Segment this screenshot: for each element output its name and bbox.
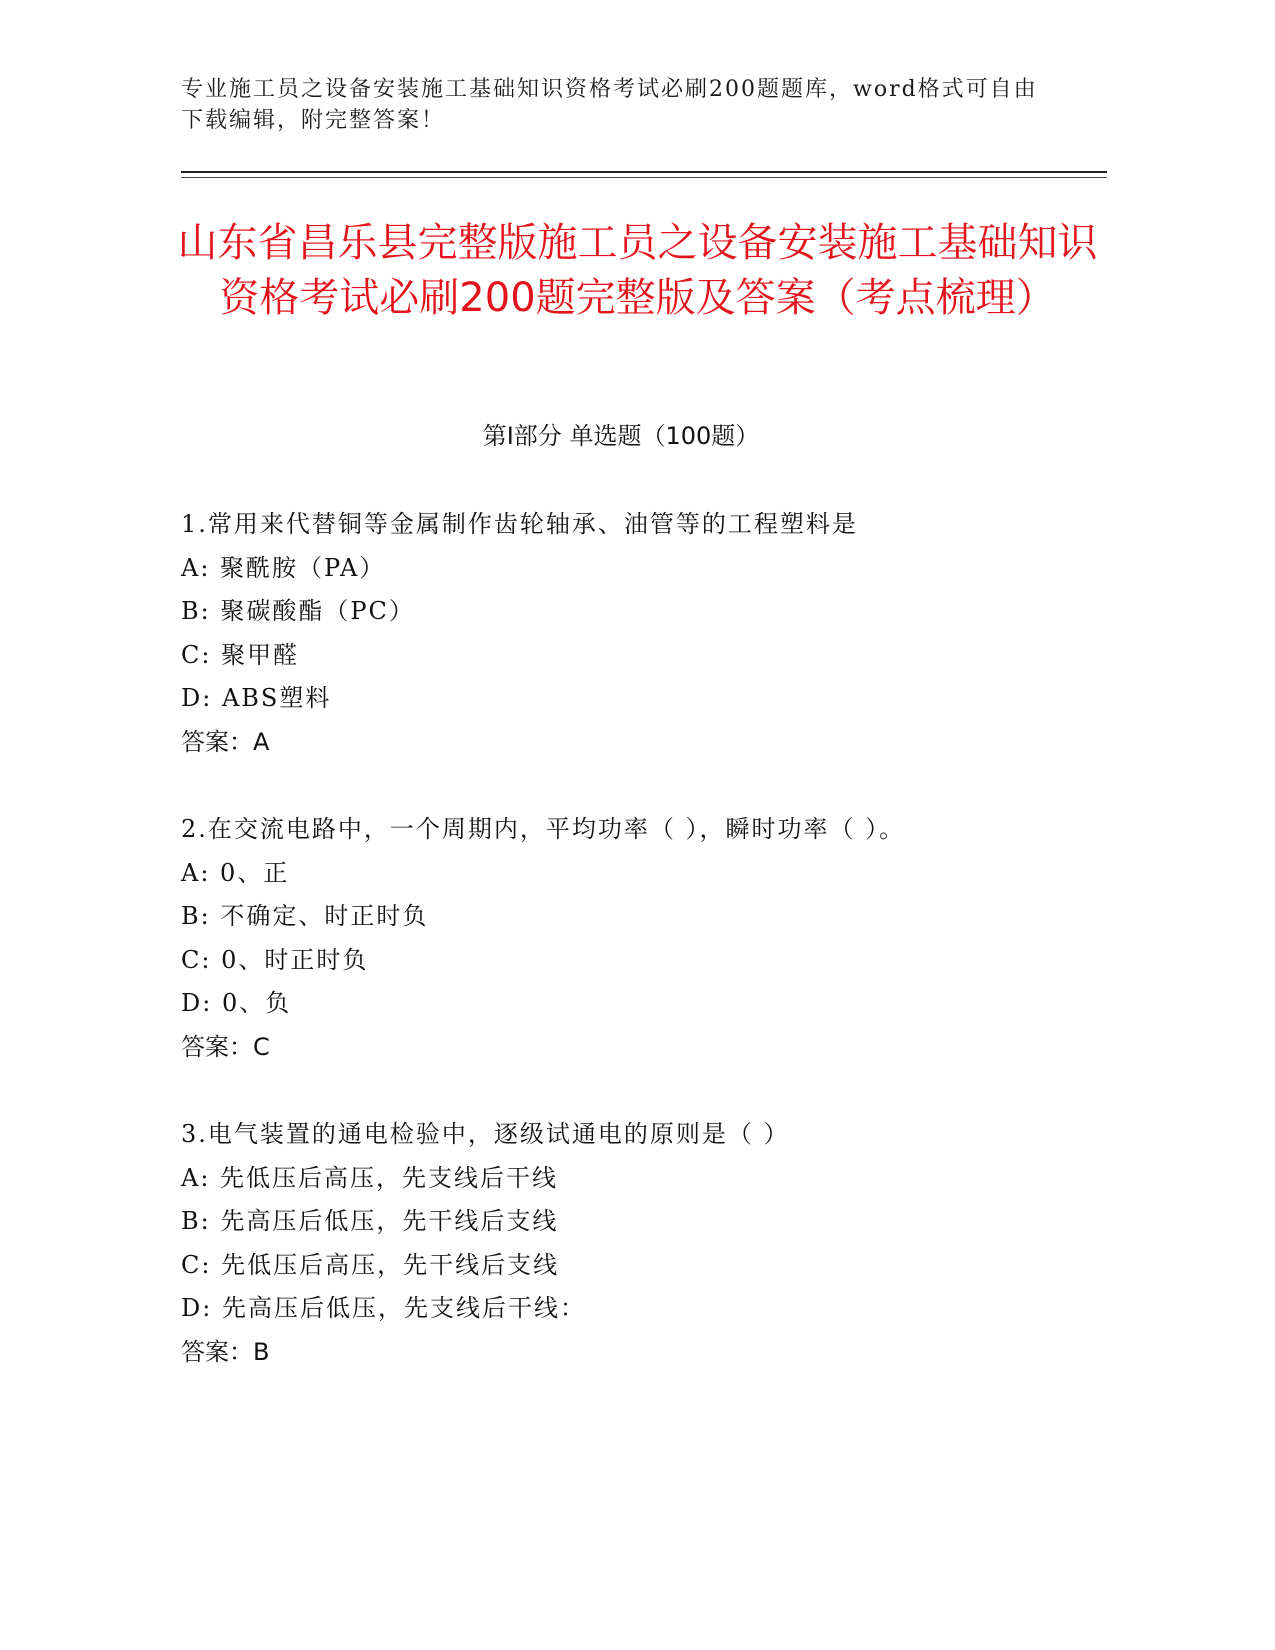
question-3 — [181, 1113, 1081, 1374]
question-2 — [181, 808, 1081, 1069]
answer: 答案：B — [181, 1337, 270, 1366]
header-note: 专业施工员之设备安装施工基础知识资格考试必刷200题题库，word格式可自由下载编辑，附完整答案！ — [181, 77, 1038, 133]
question-1 — [181, 503, 1081, 764]
question-stem: 3.电气装置的通电检验中，逐级试通电的原则是（ ） — [181, 1120, 790, 1148]
document-title: 山东省昌乐县完整版施工员之设备安装施工基础知识资格考试必刷200题完整版及答案（考点梳理） — [177, 220, 1098, 321]
question-stem: 2.在交流电路中，一个周期内，平均功率（ ），瞬时功率（ ）。 — [181, 815, 906, 843]
section-title: 第Ⅰ部分 单选题（100题） — [482, 422, 760, 450]
answer: 答案：C — [181, 1032, 270, 1061]
header-divider-thin — [181, 177, 1107, 178]
option-d: D: 0、负 — [181, 989, 292, 1017]
header-divider-thick — [181, 171, 1107, 173]
option-b: B: 不确定、时正时负 — [181, 902, 429, 930]
option-a: A: 先低压后高压，先支线后干线 — [181, 1163, 559, 1192]
option-a: A: 0、正 — [181, 858, 290, 887]
option-d: D: 先高压后低压，先支线后干线： — [181, 1294, 586, 1322]
option-c: C: 聚甲醛 — [181, 640, 300, 669]
option-d: D: ABS塑料 — [181, 684, 332, 712]
option-c: C: 0、时正时负 — [181, 945, 369, 974]
option-c: C: 先低压后高压，先干线后支线 — [181, 1250, 560, 1279]
option-b: B: 聚碳酸酯（PC） — [181, 597, 415, 625]
question-stem: 1.常用来代替铜等金属制作齿轮轴承、油管等的工程塑料是 — [181, 510, 858, 538]
option-b: B: 先高压后低压，先干线后支线 — [181, 1207, 559, 1235]
answer: 答案：A — [181, 727, 270, 756]
option-a: A: 聚酰胺（PA） — [181, 553, 386, 582]
